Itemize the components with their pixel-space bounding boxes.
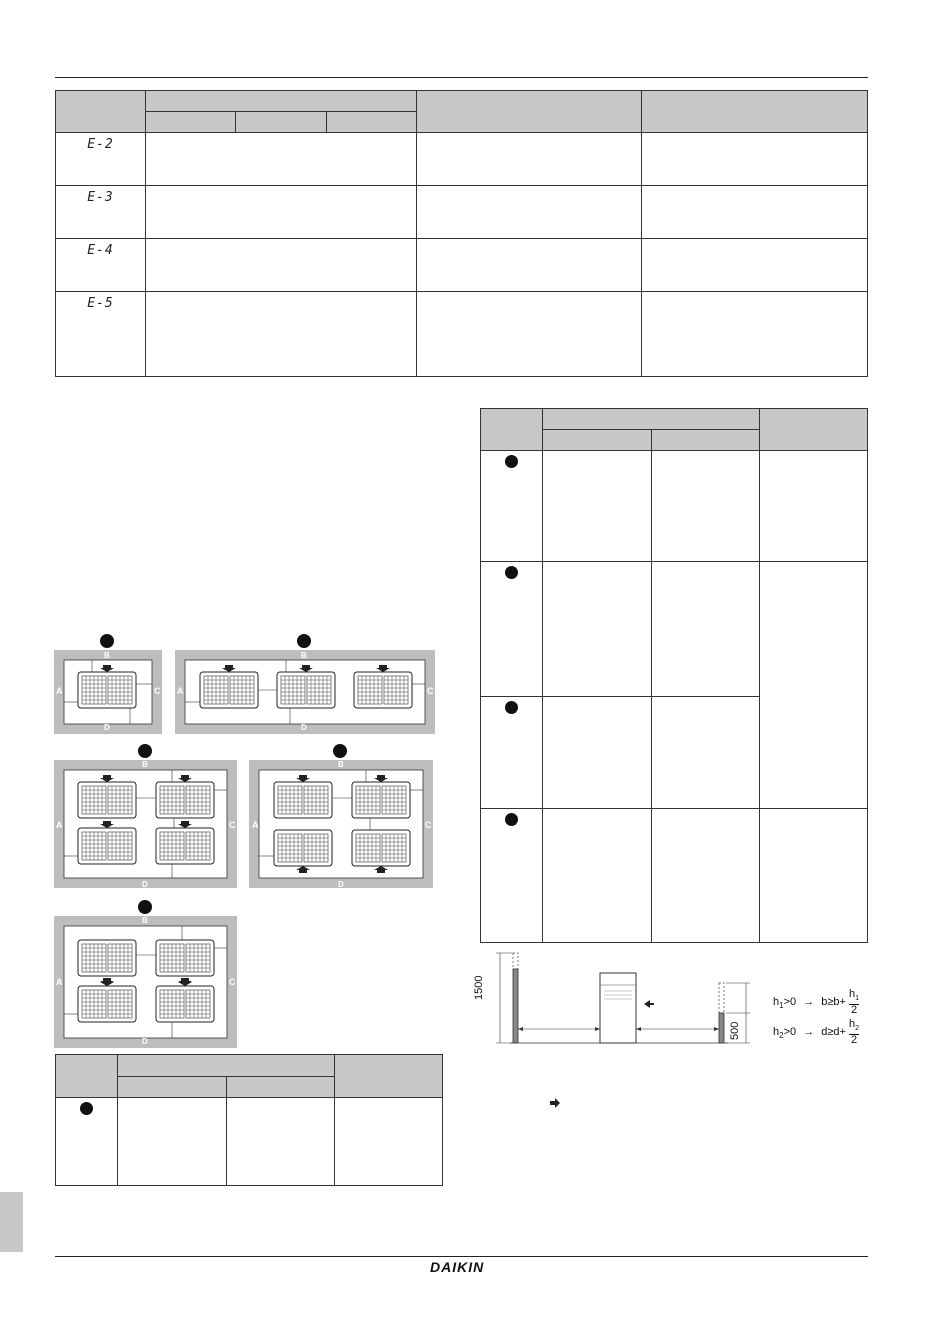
side-label-a: A	[252, 820, 259, 830]
error-code: E-3	[56, 186, 146, 239]
side-label-c: C	[229, 820, 236, 830]
layout-marker-icon	[333, 744, 347, 758]
side-label-c: C	[154, 686, 161, 696]
chapter-tab	[0, 1192, 23, 1252]
side-label-b: B	[142, 916, 148, 925]
footer-rule	[55, 1256, 868, 1257]
arrow-right-icon	[550, 1098, 560, 1108]
layout-marker-icon	[100, 634, 114, 648]
side-label-a: A	[177, 686, 184, 696]
layout-marker-icon	[138, 744, 152, 758]
side-label-b: B	[104, 651, 110, 660]
clearance-formula-1: $h_1>0 \to b\ge b+$ $\frac{h_1}{2}$	[773, 988, 860, 1017]
side-label-a: A	[56, 820, 63, 830]
rail-height-dimension: 500	[729, 1021, 741, 1040]
clearance-formula-2: $h_2>0 \to d\ge d+$ $\frac{h_2}{2}$	[773, 1018, 860, 1047]
side-label-d: D	[104, 723, 110, 732]
side-label-d: D	[301, 723, 307, 732]
side-label-c: C	[229, 977, 236, 987]
side-label-a: A	[56, 686, 63, 696]
error-code: E-5	[56, 292, 146, 377]
side-label-b: B	[338, 760, 344, 769]
side-label-d: D	[142, 880, 148, 889]
brand-logo: DAIKIN	[430, 1259, 485, 1275]
side-label-b: B	[142, 760, 148, 769]
wall-height-dimension: 1500	[473, 975, 485, 1000]
side-label-d: D	[142, 1037, 148, 1046]
layout-marker-icon	[138, 900, 152, 914]
side-label-c: C	[427, 686, 434, 696]
error-code: E-4	[56, 239, 146, 292]
side-label-b: B	[301, 651, 307, 660]
side-view-diagram	[480, 945, 750, 1055]
side-label-a: A	[56, 977, 63, 987]
side-label-d: D	[338, 880, 344, 889]
layout-marker-icon	[297, 634, 311, 648]
side-label-c: C	[425, 820, 432, 830]
error-code: E-2	[56, 133, 146, 186]
